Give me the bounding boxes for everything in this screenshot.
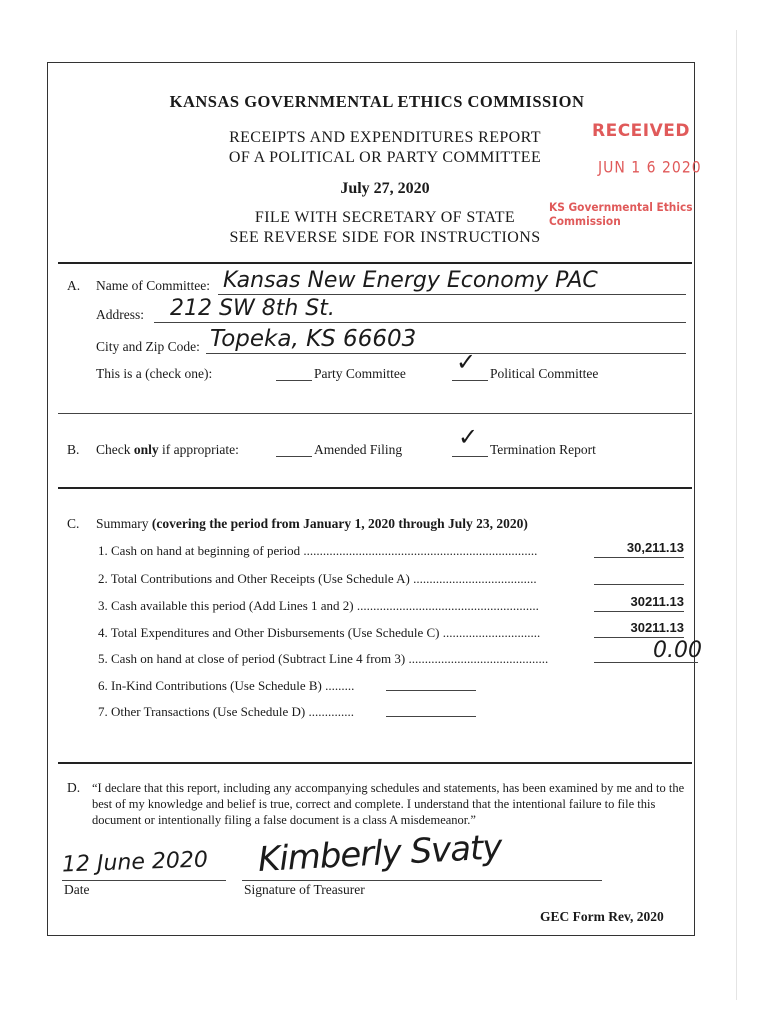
section-b-letter: B. (67, 442, 80, 457)
label-part: if appropriate: (158, 442, 239, 457)
summary-line-6-field[interactable] (386, 690, 476, 691)
check-if-appropriate-label (96, 442, 239, 458)
termination-checkbox-line[interactable] (452, 456, 488, 457)
termination-check-mark-icon: ✓ (458, 423, 479, 451)
summary-line-2: 2. Total Contributions and Other Receipts (Use Schedule A) ...................................... (98, 571, 537, 586)
summary-line-2-field (594, 584, 684, 585)
address-line (154, 322, 686, 323)
report-date: July 27, 2020 (340, 180, 430, 197)
filing-instructions (170, 208, 600, 248)
section-a-letter: A. (67, 278, 81, 293)
political-checkbox-line[interactable] (452, 380, 488, 381)
report-title-line-2: OF A POLITICAL OR PARTY COMMITTEE (228, 149, 542, 166)
summary-line-4-amount[interactable]: 30211.13 (630, 620, 684, 635)
date-label: Date (64, 882, 90, 897)
city-zip-line (206, 353, 686, 354)
summary-line-7: 7. Other Transactions (Use Schedule D) .............. (98, 704, 354, 719)
summary-line-1-amount[interactable]: 30,211.13 (626, 540, 684, 555)
form-revision: GEC Form Rev, 2020 (540, 909, 664, 924)
received-stamp-agency: KS Governmental Ethics Commission (549, 200, 693, 228)
summary-line-6: 6. In-Kind Contributions (Use Schedule B) ......... (98, 678, 355, 693)
report-title-line-1: RECEIPTS AND EXPENDITURES REPORT (229, 129, 541, 146)
summary-line-3-field (594, 611, 684, 612)
commission-title: KANSAS GOVERNMENTAL ETHICS COMMISSION (169, 92, 585, 111)
summary-line-3: 3. Cash available this period (Add Lines 1 and 2) ........................................................ (98, 598, 539, 613)
date-line (62, 880, 226, 881)
committee-type-label: This is a (check one): (96, 366, 213, 381)
file-with-text: FILE WITH SECRETARY OF STATE (254, 209, 516, 226)
party-checkbox-line[interactable] (276, 380, 312, 381)
summary-line-5-amount[interactable]: 0.00 (653, 638, 702, 663)
committee-name-label: Name of Committee: (96, 278, 210, 293)
declaration-text: “I declare that this report, including any accompanying schedules and statements, has been examined by me and to the best of my knowledge and belief is true, correct and complete. I understand that the intentional failure to file this document or intentionally filing a false document is a class A misdemeanor.” (92, 781, 685, 827)
summary-line-5-field (594, 662, 698, 663)
signature-line (242, 880, 602, 881)
address-label: Address: (96, 307, 144, 322)
section-divider (58, 487, 692, 489)
see-reverse-text: SEE REVERSE SIDE FOR INSTRUCTIONS (229, 229, 541, 246)
termination-report-label: Termination Report (490, 442, 596, 457)
treasurer-signature[interactable]: Kimberly Svaty (256, 827, 503, 880)
section-divider (58, 413, 692, 414)
summary-line-4: 4. Total Expenditures and Other Disbursements (Use Schedule C) .............................. (98, 625, 541, 640)
summary-line-1-field (594, 557, 684, 558)
report-title (170, 128, 600, 168)
label-part: Check (96, 442, 134, 457)
page-edge (736, 30, 737, 1000)
summary-line-5: 5. Cash on hand at close of period (Subtract Line 4 from 3) ........................................... (98, 651, 549, 666)
address-value[interactable]: 212 SW 8th St. (170, 296, 335, 321)
committee-name-line (218, 294, 686, 295)
party-committee-label: Party Committee (314, 366, 406, 381)
received-stamp: RECEIVED (592, 121, 690, 141)
section-d-letter: D. (67, 780, 81, 795)
city-zip-label: City and Zip Code: (96, 339, 200, 354)
summary-line-1: 1. Cash on hand at beginning of period ........................................................................ (98, 543, 538, 558)
received-stamp-date: JUN 1 6 2020 (598, 158, 702, 178)
summary-line-7-field[interactable] (386, 716, 476, 717)
section-c-letter: C. (67, 516, 80, 531)
amended-checkbox-line[interactable] (276, 456, 312, 457)
label-part-bold: only (133, 442, 159, 457)
committee-name-value[interactable]: Kansas New Energy Economy PAC (223, 268, 598, 293)
summary-title (96, 516, 528, 532)
political-check-mark-icon: ✓ (456, 348, 477, 376)
summary-period: (covering the period from January 1, 2020 through July 23, 2020) (151, 516, 528, 531)
signature-label: Signature of Treasurer (244, 882, 365, 897)
city-zip-value[interactable]: Topeka, KS 66603 (210, 326, 417, 352)
summary-title-part: Summary (96, 516, 152, 531)
date-value[interactable]: 12 June 2020 (61, 847, 209, 878)
summary-line-3-amount[interactable]: 30211.13 (630, 594, 684, 609)
section-divider (58, 762, 692, 764)
amended-filing-label: Amended Filing (314, 442, 403, 457)
section-divider (58, 262, 692, 264)
political-committee-label: Political Committee (490, 366, 599, 381)
